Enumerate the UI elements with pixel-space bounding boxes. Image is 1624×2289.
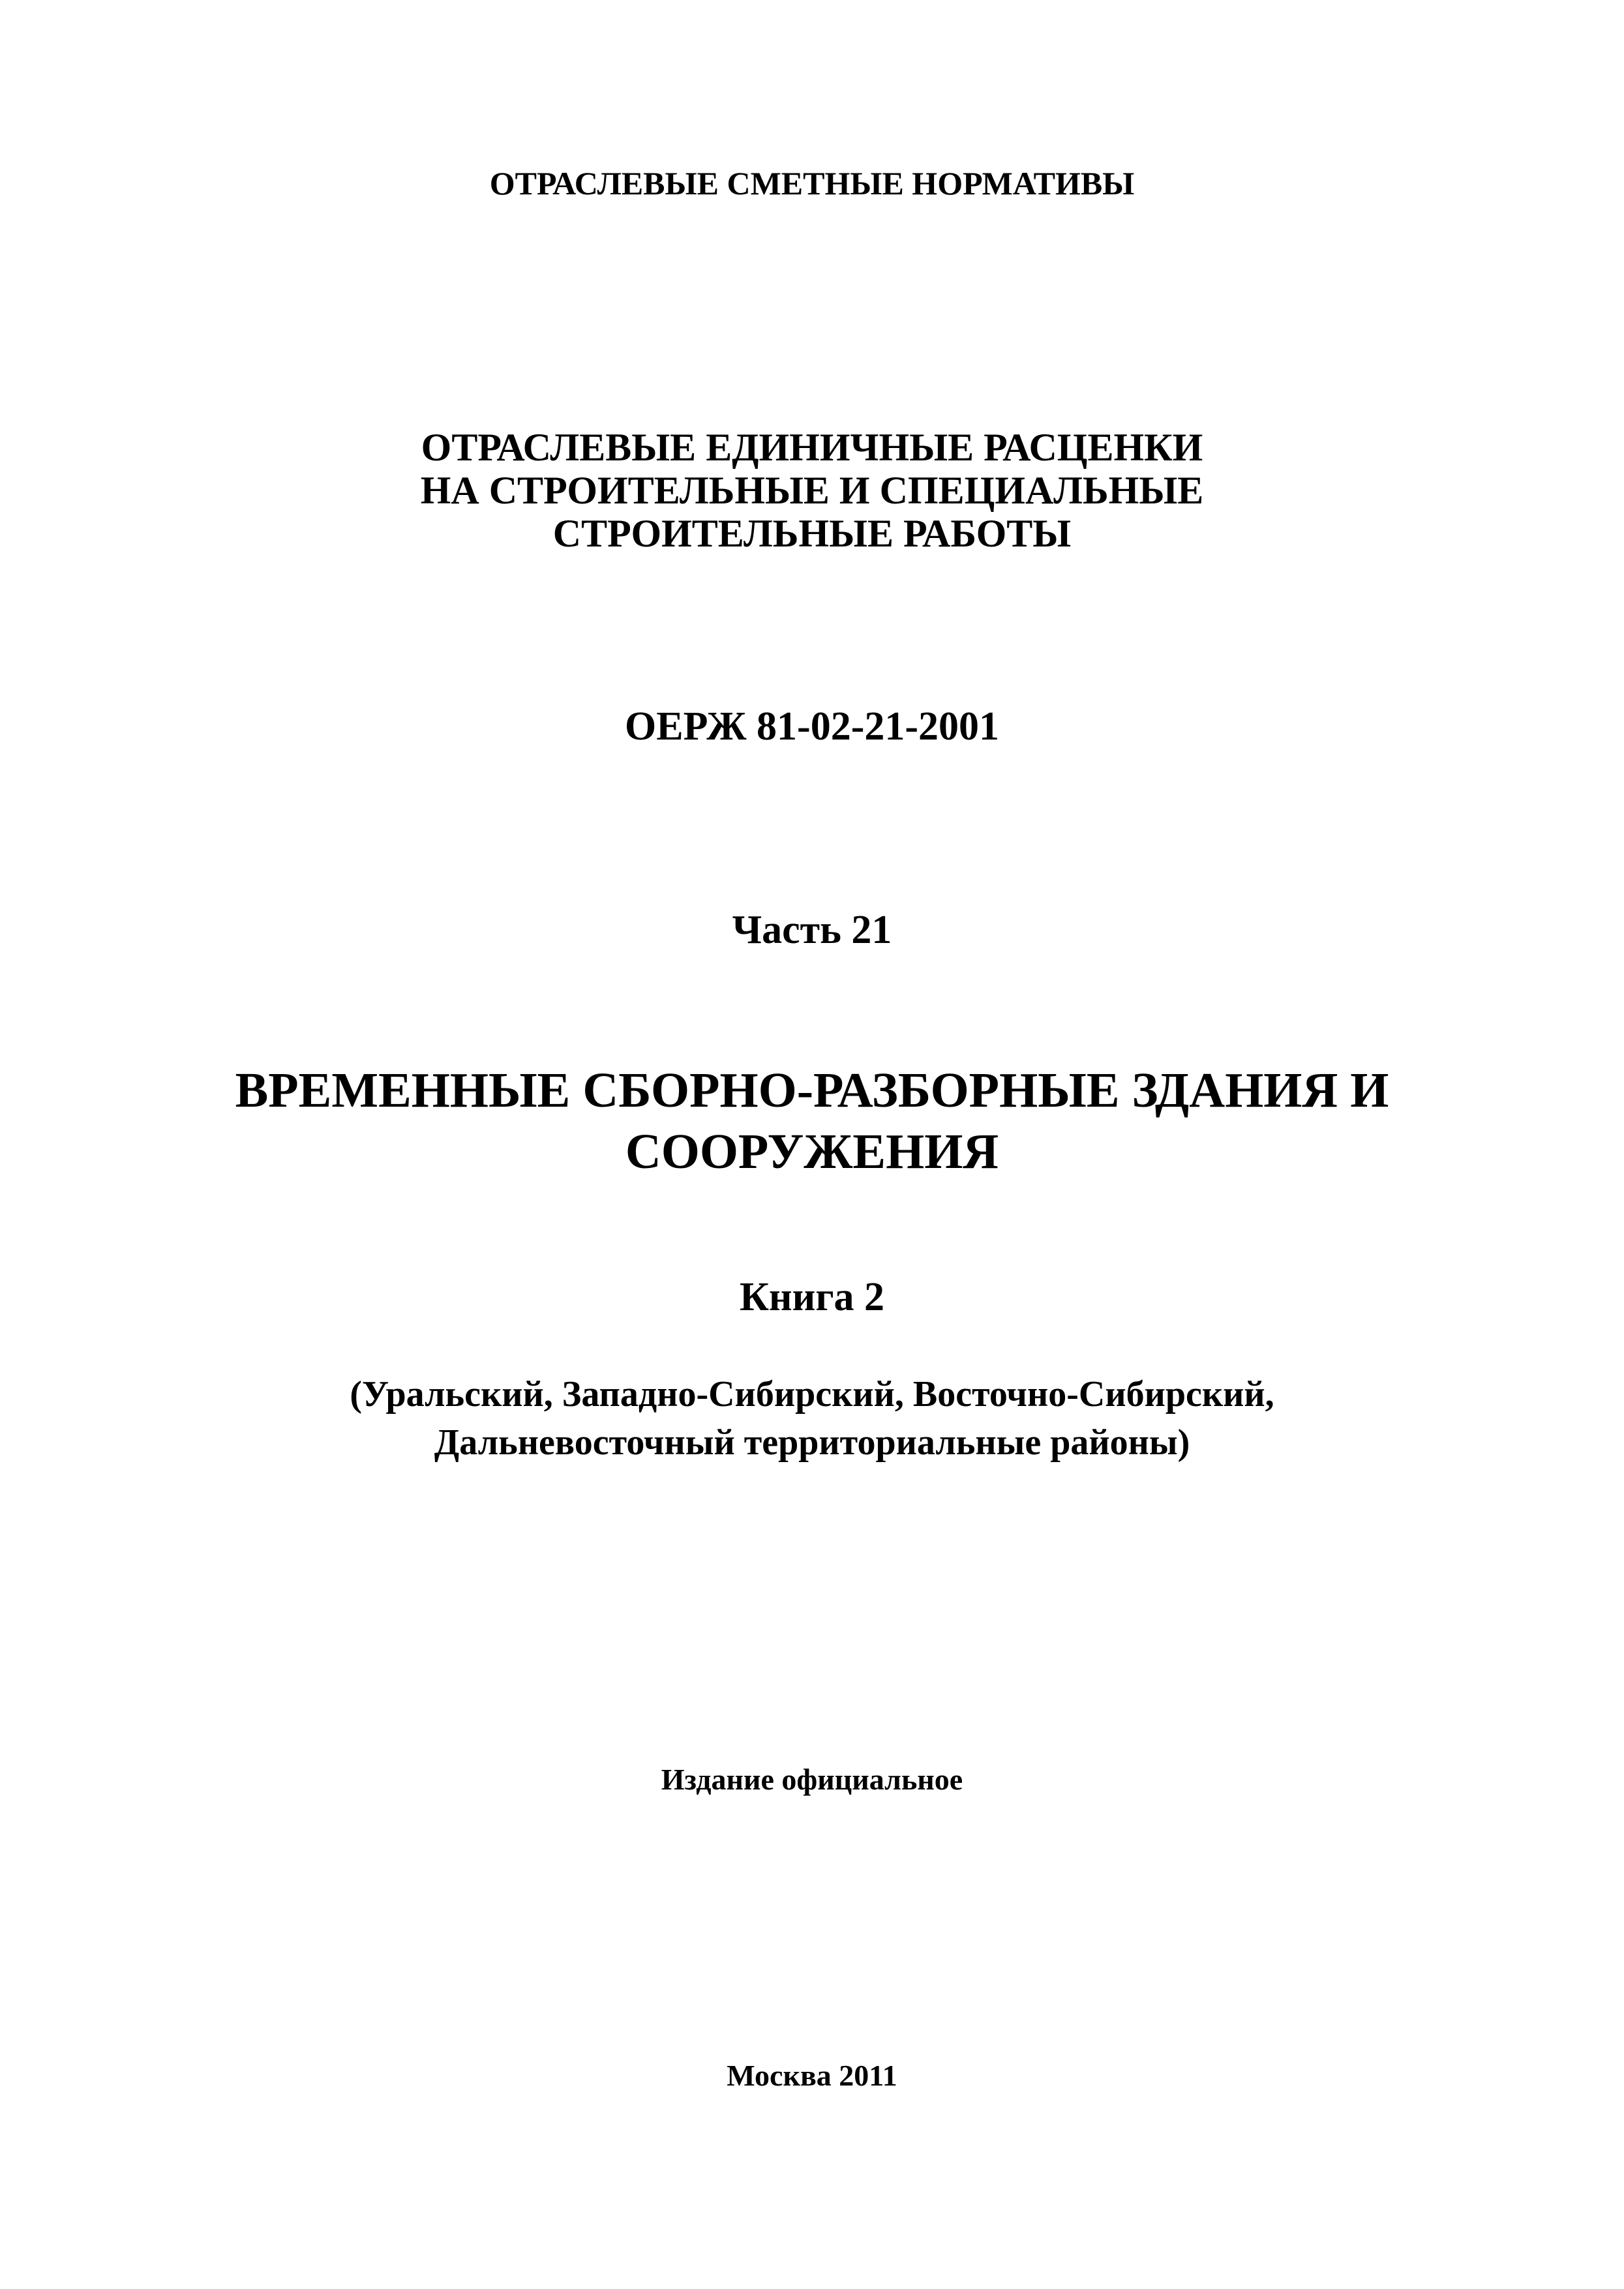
regions-line-2: Дальневосточный территориальные районы): [434, 1422, 1190, 1463]
series-title: ОТРАСЛЕВЫЕ СМЕТНЫЕ НОРМАТИВЫ: [489, 165, 1135, 202]
topic-title-line-2: СООРУЖЕНИЯ: [625, 1124, 999, 1179]
document-title-line-3: СТРОИТЕЛЬНЫЕ РАБОТЫ: [552, 512, 1072, 555]
document-title-line-2: НА СТРОИТЕЛЬНЫЕ И СПЕЦИАЛЬНЫЕ: [420, 469, 1204, 512]
regions-line-1: (Уральский, Западно-Сибирский, Восточно-Сибирский,: [350, 1374, 1274, 1414]
part-number: Часть 21: [732, 908, 892, 952]
place-and-year: Москва 2011: [727, 2059, 897, 2092]
edition-label: Издание официальное: [661, 1763, 963, 1796]
topic-title-line-1: ВРЕМЕННЫЕ СБОРНО-РАЗБОРНЫЕ ЗДАНИЯ И: [235, 1063, 1389, 1118]
book-number: Книга 2: [739, 1275, 885, 1319]
document-code: ОЕРЖ 81-02-21-2001: [624, 704, 999, 749]
document-title-line-1: ОТРАСЛЕВЫЕ ЕДИНИЧНЫЕ РАСЦЕНКИ: [421, 426, 1203, 469]
